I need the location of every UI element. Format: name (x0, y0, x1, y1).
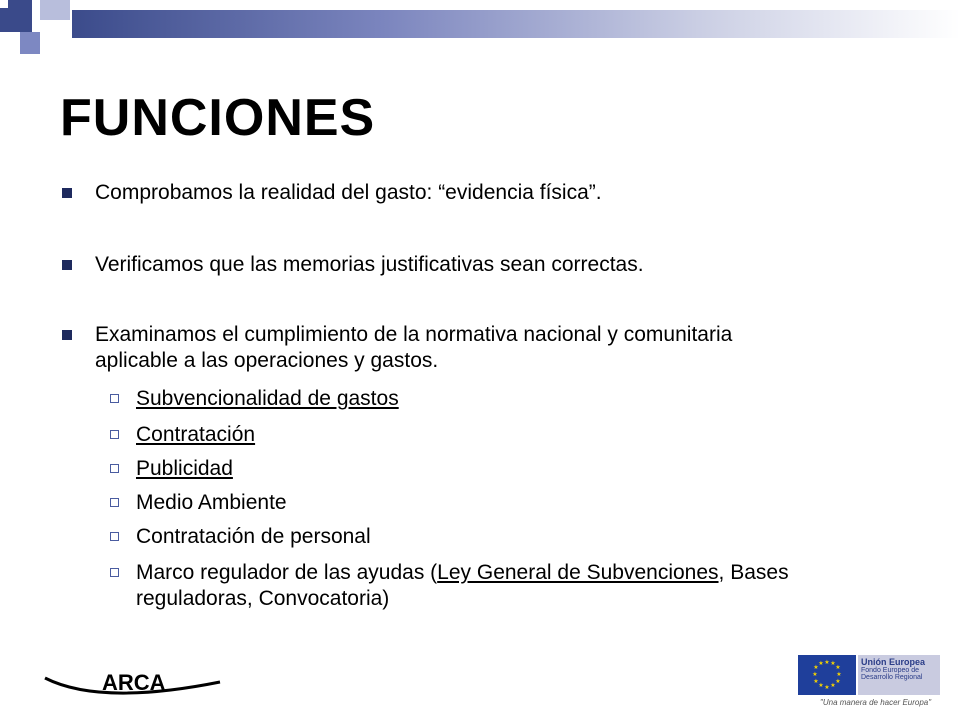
sub-bullet-item[interactable] (110, 456, 233, 482)
svg-text:★: ★ (835, 665, 841, 671)
sub-bullet-text: Marco regulador de las ayudas ( (136, 561, 438, 584)
hollow-square-bullet-icon (110, 568, 119, 577)
logo-text: ARCA (102, 670, 166, 695)
svg-text:★: ★ (836, 672, 842, 678)
svg-text:★: ★ (824, 660, 830, 666)
sub-bullet-text: Medio Ambiente (136, 491, 287, 514)
sub-bullet-item[interactable] (110, 422, 255, 448)
ley-general-link[interactable]: Ley General de Subvenciones (437, 561, 719, 584)
header-gradient-band (72, 10, 960, 38)
sub-bullet-link[interactable]: Subvencionalidad de gastos (136, 387, 399, 410)
bullet-text: Examinamos el cumplimiento de la normativa nacional y comunitaria aplicable a las operaciones y gastos. (95, 323, 733, 372)
decor-square-mid (20, 32, 40, 54)
eu-slogan: "Una manera de hacer Europa" (820, 698, 932, 707)
bullet-text: Verificamos que las memorias justificativas sean correctas. (95, 253, 644, 276)
bullet-item (62, 322, 795, 374)
svg-text:★: ★ (830, 661, 836, 667)
sub-bullet-text: , Bases reguladoras, Convocatoria) (136, 561, 789, 610)
svg-text:★: ★ (818, 683, 824, 689)
slide-title: FUNCIONES (60, 89, 376, 147)
svg-text:★: ★ (830, 683, 836, 689)
hollow-square-bullet-icon (110, 498, 119, 507)
svg-text:★: ★ (813, 679, 819, 685)
decor-square-light (40, 0, 70, 20)
square-bullet-icon (62, 330, 72, 340)
decor-square-notch (0, 0, 8, 8)
square-bullet-icon (62, 188, 72, 198)
svg-text:★: ★ (812, 672, 818, 678)
svg-text:★: ★ (818, 661, 824, 667)
svg-text:★: ★ (835, 679, 841, 685)
sub-bullet-item (110, 560, 896, 612)
bullet-text: Comprobamos la realidad del gasto: “evidencia física”. (95, 181, 602, 204)
bullet-item (62, 180, 602, 206)
square-bullet-icon (62, 260, 72, 270)
eu-text-box (858, 655, 940, 695)
hollow-square-bullet-icon (110, 532, 119, 541)
hollow-square-bullet-icon (110, 464, 119, 473)
svg-text:★: ★ (824, 685, 830, 691)
sub-bullet-link[interactable]: Publicidad (136, 457, 233, 480)
sub-bullet-item[interactable] (110, 386, 399, 412)
hollow-square-bullet-icon (110, 394, 119, 403)
arca-logo (40, 660, 230, 713)
eu-title: Unión Europea (861, 657, 926, 667)
eu-fund: Fondo Europeo de Desarrollo Regional (861, 667, 923, 681)
sub-bullet-item (110, 524, 371, 550)
sub-bullet-item (110, 490, 287, 516)
eu-flag-icon (798, 655, 856, 695)
sub-bullet-text: Contratación de personal (136, 525, 371, 548)
bullet-item (62, 252, 644, 278)
sub-bullet-link[interactable]: Contratación (136, 423, 256, 446)
hollow-square-bullet-icon (110, 430, 119, 439)
svg-text:★: ★ (813, 665, 819, 671)
